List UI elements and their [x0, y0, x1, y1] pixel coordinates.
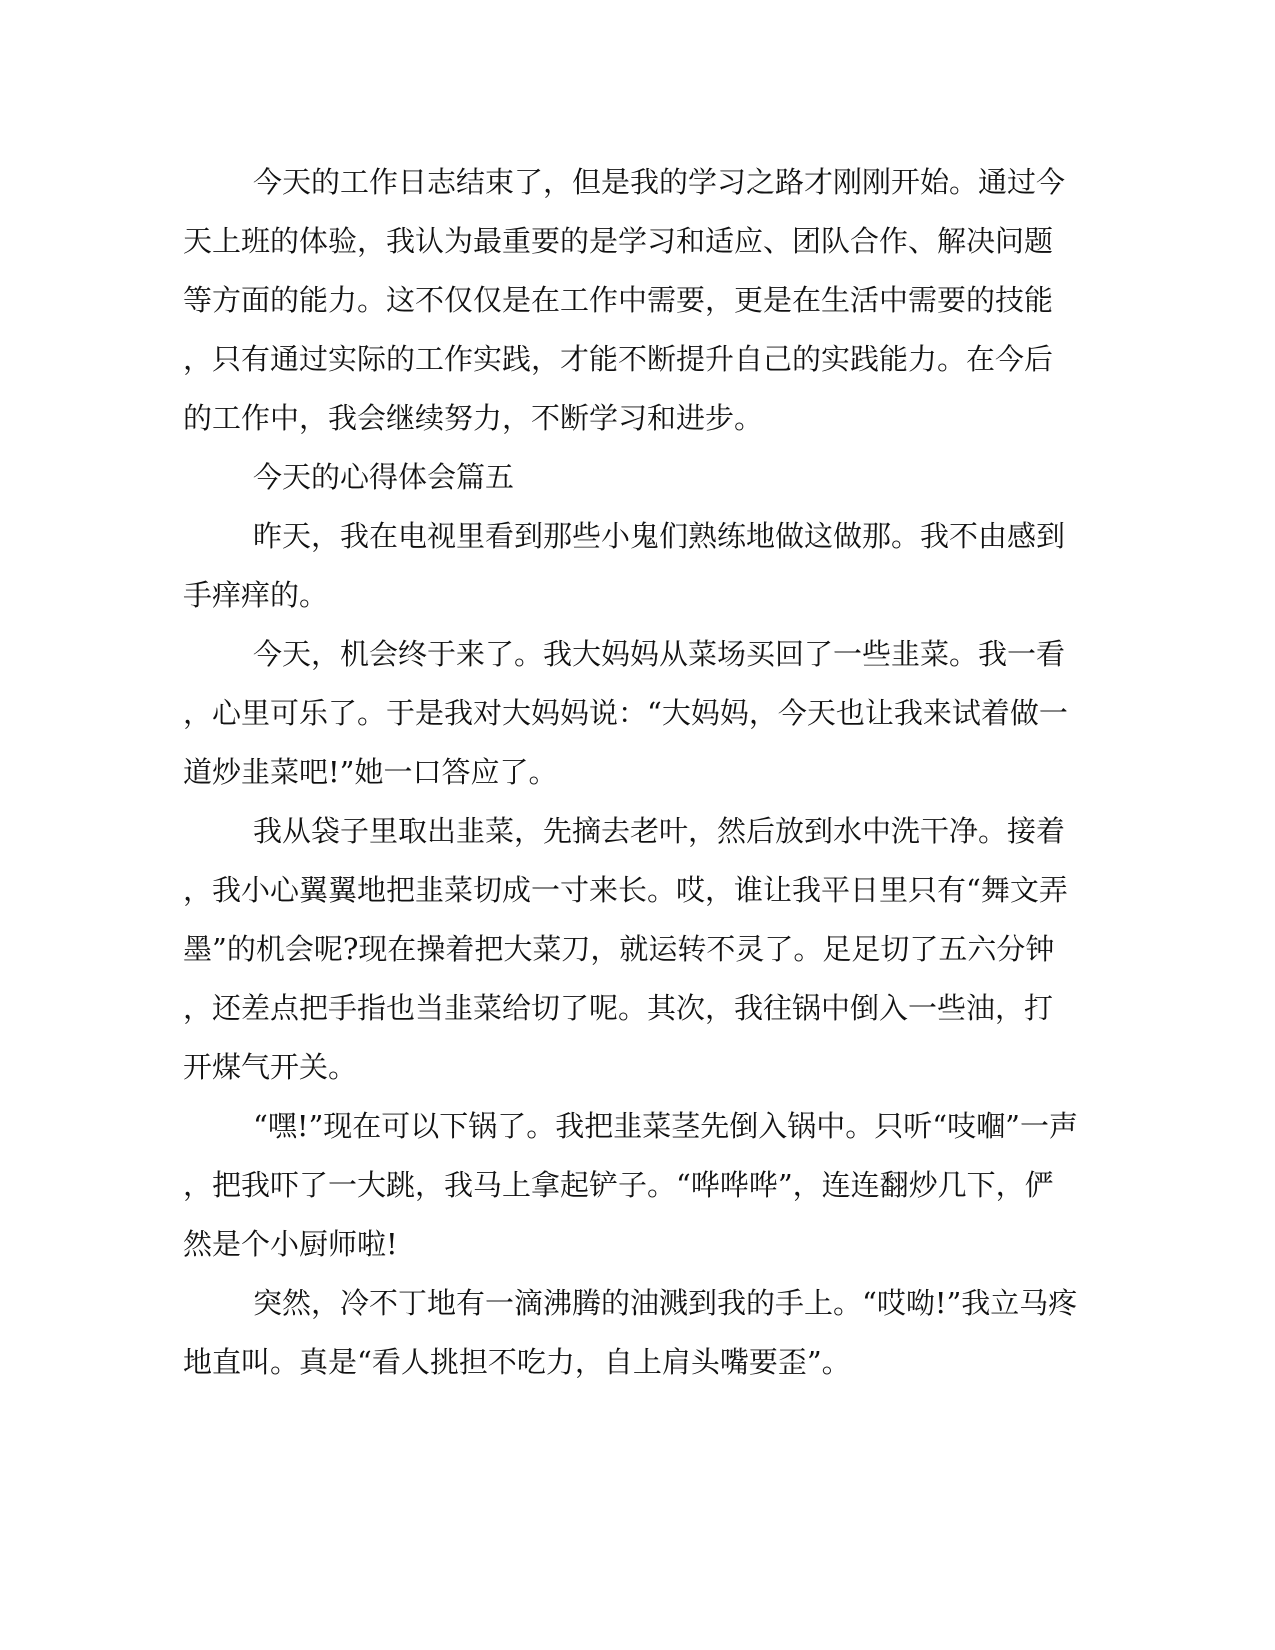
section-heading: [183, 448, 1043, 507]
text-line: 天上班的体验，我认为最重要的是学习和适应、团队合作、解决问题: [183, 224, 1054, 258]
text-line: ，还差点把手指也当韭菜给切了呢。其次，我往锅中倒入一些油，打: [183, 991, 1054, 1025]
paragraph-work-log-conclusion: [183, 153, 1066, 448]
text-line: 突然，冷不丁地有一滴沸腾的油溅到我的手上。“哎呦!”我立马疼: [253, 1286, 1078, 1320]
text-line: ，把我吓了一大跳，我马上拿起铲子。“哗哗哗”，连连翻炒几下，俨: [183, 1168, 1054, 1202]
paragraph-stir-frying: [183, 1097, 1078, 1274]
text-line: ，我小心翼翼地把韭菜切成一寸来长。哎，谁让我平日里只有“舞文弄: [183, 873, 1068, 907]
paragraph-preparing-chives: [183, 802, 1068, 1097]
text-line: 我从袋子里取出韭菜，先摘去老叶，然后放到水中洗干净。接着: [253, 814, 1066, 848]
text-line: “嘿!”现在可以下锅了。我把韭菜茎先倒入锅中。只听“吱嗰”一声: [253, 1109, 1078, 1143]
text-line: 今天的工作日志结束了，但是我的学习之路才刚刚开始。通过今: [253, 165, 1066, 199]
text-line: 道炒韭菜吧!”她一口答应了。: [183, 755, 558, 789]
section-heading-text: 今天的心得体会篇五: [253, 460, 515, 494]
text-line: 昨天，我在电视里看到那些小鬼们熟练地做这做那。我不由感到: [253, 519, 1066, 553]
text-line: ，只有通过实际的工作实践，才能不断提升自己的实践能力。在今后: [183, 342, 1054, 376]
text-line: 手痒痒的。: [183, 578, 329, 612]
document-body: [183, 153, 1078, 1392]
text-line: 等方面的能力。这不仅仅是在工作中需要，更是在生活中需要的技能: [183, 283, 1054, 317]
text-line: 的工作中，我会继续努力，不断学习和进步。: [183, 401, 764, 435]
text-line: 墨”的机会呢?现在操着把大菜刀，就运转不灵了。足足切了五六分钟: [183, 932, 1055, 966]
text-line: 开煤气开关。: [183, 1050, 358, 1084]
text-line: 地直叫。真是“看人挑担不吃力，自上肩头嘴要歪”。: [183, 1345, 851, 1379]
text-line: ，心里可乐了。于是我对大妈妈说：“大妈妈，今天也让我来试着做一: [183, 696, 1068, 730]
paragraph-oil-splash: [183, 1274, 1078, 1392]
text-line: 今天，机会终于来了。我大妈妈从菜场买回了一些韭菜。我一看: [253, 637, 1066, 671]
paragraph-yesterday: [183, 507, 1066, 625]
text-line: 然是个小厨师啦!: [183, 1227, 398, 1261]
paragraph-opportunity: [183, 625, 1068, 802]
